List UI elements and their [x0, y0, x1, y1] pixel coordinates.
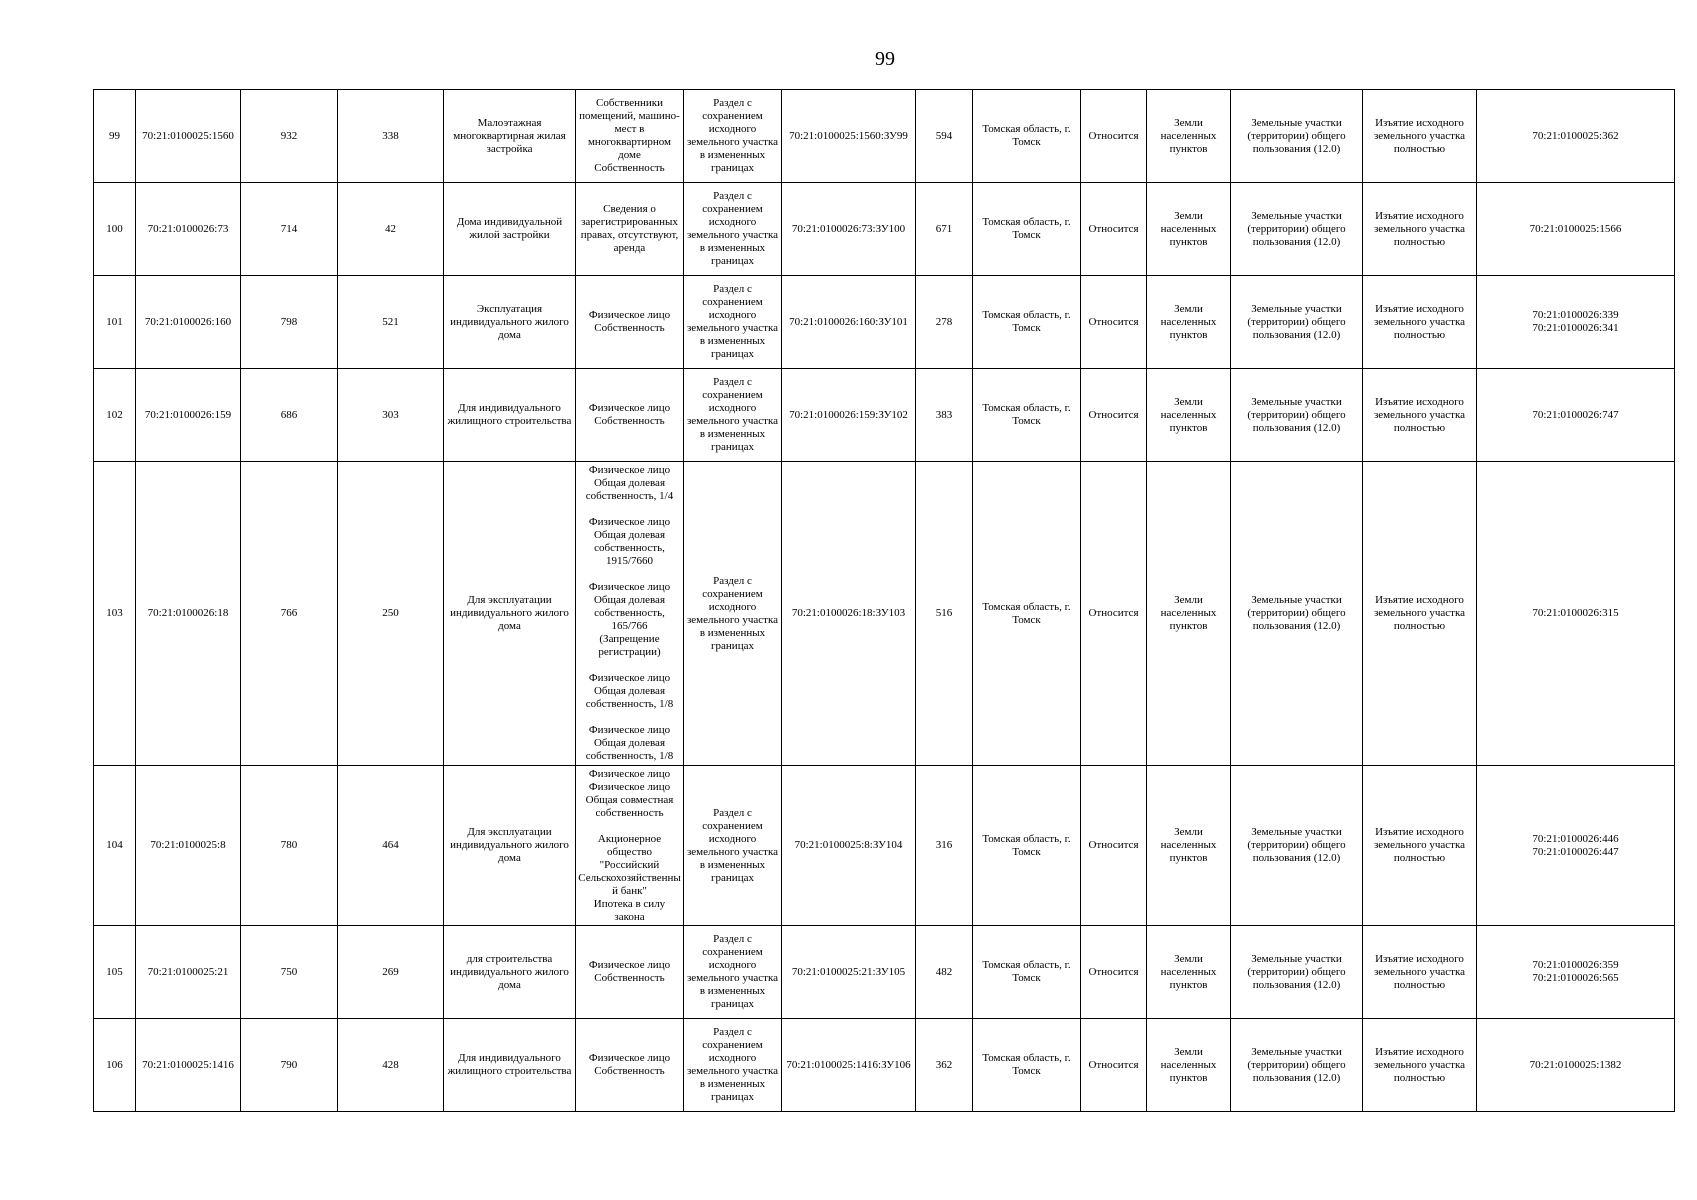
action-cell: Изъятие исходного земельного участка полностью [1363, 1019, 1477, 1112]
row-number-cell: 102 [94, 369, 136, 462]
action-cell: Изъятие исходного земельного участка полностью [1363, 369, 1477, 462]
rights-holders-cell: Физическое лицо Общая долевая собственность, 1/4 Физическое лицо Общая долевая собственность, 1915/7660 Физическое лицо Общая долевая собственность, 165/766 (Запрещение регистрации) Физическое лицо Общая долевая собственность, 1/8 Физическое лицо Общая долевая собственность, 1/8 [576, 462, 684, 766]
cadastral-number-cell: 70:21:0100025:1416 [136, 1019, 241, 1112]
new-plot-area-cell: 594 [916, 90, 973, 183]
action-cell: Изъятие исходного земельного участка полностью [1363, 926, 1477, 1019]
cadastral-number-cell: 70:21:0100025:1560 [136, 90, 241, 183]
cadastral-number-cell: 70:21:0100026:159 [136, 369, 241, 462]
permitted-purpose-cell: Земельные участки (территории) общего пользования (12.0) [1231, 766, 1363, 926]
permitted-purpose-cell: Земельные участки (территории) общего пользования (12.0) [1231, 462, 1363, 766]
formation-method-cell: Раздел с сохранением исходного земельного участка в измененных границах [684, 766, 782, 926]
formation-method-cell: Раздел с сохранением исходного земельного участка в измененных границах [684, 369, 782, 462]
address-cell: Томская область, г. Томск [973, 369, 1081, 462]
formation-method-cell: Раздел с сохранением исходного земельного участка в измененных границах [684, 462, 782, 766]
permitted-use-cell: для строительства индивидуального жилого дома [444, 926, 576, 1019]
permitted-use-cell: Эксплуатация индивидуального жилого дома [444, 276, 576, 369]
permitted-use-cell: Для эксплуатации индивидуального жилого дома [444, 462, 576, 766]
permitted-purpose-cell: Земельные участки (территории) общего пользования (12.0) [1231, 1019, 1363, 1112]
new-plot-id-cell: 70:21:0100026:160:ЗУ101 [782, 276, 916, 369]
formation-method-cell: Раздел с сохранением исходного земельного участка в измененных границах [684, 90, 782, 183]
action-cell: Изъятие исходного земельного участка полностью [1363, 766, 1477, 926]
total-area-cell: 798 [241, 276, 338, 369]
land-category-cell: Земли населенных пунктов [1147, 90, 1231, 183]
new-plot-id-cell: 70:21:0100026:159:ЗУ102 [782, 369, 916, 462]
part-area-cell: 303 [338, 369, 444, 462]
permitted-use-cell: Малоэтажная многоквартирная жилая застройка [444, 90, 576, 183]
new-plot-area-cell: 383 [916, 369, 973, 462]
total-area-cell: 932 [241, 90, 338, 183]
page-number: 99 [875, 48, 895, 70]
action-cell: Изъятие исходного земельного участка полностью [1363, 462, 1477, 766]
address-cell: Томская область, г. Томск [973, 766, 1081, 926]
table-row [94, 369, 1675, 462]
address-cell: Томская область, г. Томск [973, 90, 1081, 183]
relation-cell: Относится [1081, 276, 1147, 369]
total-area-cell: 766 [241, 462, 338, 766]
permitted-purpose-cell: Земельные участки (территории) общего пользования (12.0) [1231, 926, 1363, 1019]
row-number-cell: 101 [94, 276, 136, 369]
permitted-use-cell: Дома индивидуальной жилой застройки [444, 183, 576, 276]
new-plot-area-cell: 482 [916, 926, 973, 1019]
formation-method-cell: Раздел с сохранением исходного земельного участка в измененных границах [684, 1019, 782, 1112]
part-area-cell: 521 [338, 276, 444, 369]
relation-cell: Относится [1081, 183, 1147, 276]
row-number-cell: 104 [94, 766, 136, 926]
land-category-cell: Земли населенных пунктов [1147, 369, 1231, 462]
relation-cell: Относится [1081, 462, 1147, 766]
part-area-cell: 428 [338, 1019, 444, 1112]
table-row [94, 90, 1675, 183]
land-category-cell: Земли населенных пунктов [1147, 1019, 1231, 1112]
land-category-cell: Земли населенных пунктов [1147, 183, 1231, 276]
address-cell: Томская область, г. Томск [973, 183, 1081, 276]
land-category-cell: Земли населенных пунктов [1147, 766, 1231, 926]
permitted-purpose-cell: Земельные участки (территории) общего пользования (12.0) [1231, 90, 1363, 183]
new-plot-id-cell: 70:21:0100026:73:ЗУ100 [782, 183, 916, 276]
rights-holders-cell: Физическое лицо Собственность [576, 926, 684, 1019]
table-row [94, 766, 1675, 926]
new-plot-area-cell: 316 [916, 766, 973, 926]
address-cell: Томская область, г. Томск [973, 926, 1081, 1019]
permitted-purpose-cell: Земельные участки (территории) общего пользования (12.0) [1231, 183, 1363, 276]
new-plot-id-cell: 70:21:0100025:1416:ЗУ106 [782, 1019, 916, 1112]
new-plot-area-cell: 278 [916, 276, 973, 369]
row-number-cell: 100 [94, 183, 136, 276]
rights-holders-cell: Собственники помещений, машино-мест в многоквартирном доме Собственность [576, 90, 684, 183]
new-plot-id-cell: 70:21:0100025:21:ЗУ105 [782, 926, 916, 1019]
row-number-cell: 105 [94, 926, 136, 1019]
related-plots-cell: 70:21:0100025:1566 [1477, 183, 1675, 276]
part-area-cell: 42 [338, 183, 444, 276]
cadastral-number-cell: 70:21:0100026:18 [136, 462, 241, 766]
relation-cell: Относится [1081, 369, 1147, 462]
part-area-cell: 464 [338, 766, 444, 926]
related-plots-cell: 70:21:0100026:339 70:21:0100026:341 [1477, 276, 1675, 369]
total-area-cell: 790 [241, 1019, 338, 1112]
related-plots-cell: 70:21:0100026:359 70:21:0100026:565 [1477, 926, 1675, 1019]
cadastral-number-cell: 70:21:0100025:8 [136, 766, 241, 926]
new-plot-id-cell: 70:21:0100025:8:ЗУ104 [782, 766, 916, 926]
table-row [94, 183, 1675, 276]
row-number-cell: 99 [94, 90, 136, 183]
relation-cell: Относится [1081, 926, 1147, 1019]
land-category-cell: Земли населенных пунктов [1147, 462, 1231, 766]
new-plot-id-cell: 70:21:0100026:18:ЗУ103 [782, 462, 916, 766]
related-plots-cell: 70:21:0100026:446 70:21:0100026:447 [1477, 766, 1675, 926]
formation-method-cell: Раздел с сохранением исходного земельного участка в измененных границах [684, 926, 782, 1019]
table-row [94, 1019, 1675, 1112]
relation-cell: Относится [1081, 1019, 1147, 1112]
address-cell: Томская область, г. Томск [973, 462, 1081, 766]
new-plot-area-cell: 516 [916, 462, 973, 766]
total-area-cell: 686 [241, 369, 338, 462]
rights-holders-cell: Физическое лицо Собственность [576, 1019, 684, 1112]
row-number-cell: 103 [94, 462, 136, 766]
rights-holders-cell: Физическое лицо Собственность [576, 369, 684, 462]
new-plot-area-cell: 362 [916, 1019, 973, 1112]
address-cell: Томская область, г. Томск [973, 276, 1081, 369]
permitted-purpose-cell: Земельные участки (территории) общего пользования (12.0) [1231, 276, 1363, 369]
related-plots-cell: 70:21:0100026:315 [1477, 462, 1675, 766]
permitted-use-cell: Для индивидуального жилищного строительства [444, 1019, 576, 1112]
rights-holders-cell: Сведения о зарегистрированных правах, отсутствуют, аренда [576, 183, 684, 276]
relation-cell: Относится [1081, 90, 1147, 183]
cadastral-number-cell: 70:21:0100025:21 [136, 926, 241, 1019]
related-plots-cell: 70:21:0100026:747 [1477, 369, 1675, 462]
cadastral-number-cell: 70:21:0100026:160 [136, 276, 241, 369]
new-plot-id-cell: 70:21:0100025:1560:ЗУ99 [782, 90, 916, 183]
table-row [94, 926, 1675, 1019]
part-area-cell: 269 [338, 926, 444, 1019]
permitted-use-cell: Для эксплуатации индивидуального жилого дома [444, 766, 576, 926]
formation-method-cell: Раздел с сохранением исходного земельного участка в измененных границах [684, 183, 782, 276]
action-cell: Изъятие исходного земельного участка полностью [1363, 90, 1477, 183]
related-plots-cell: 70:21:0100025:1382 [1477, 1019, 1675, 1112]
related-plots-cell: 70:21:0100025:362 [1477, 90, 1675, 183]
rights-holders-cell: Физическое лицо Собственность [576, 276, 684, 369]
table-body [94, 90, 1675, 1112]
table-row [94, 276, 1675, 369]
row-number-cell: 106 [94, 1019, 136, 1112]
relation-cell: Относится [1081, 766, 1147, 926]
land-category-cell: Земли населенных пунктов [1147, 926, 1231, 1019]
permitted-purpose-cell: Земельные участки (территории) общего пользования (12.0) [1231, 369, 1363, 462]
part-area-cell: 338 [338, 90, 444, 183]
land-category-cell: Земли населенных пунктов [1147, 276, 1231, 369]
permitted-use-cell: Для индивидуального жилищного строительства [444, 369, 576, 462]
rights-holders-cell: Физическое лицо Физическое лицо Общая совместная собственность Акционерное общество "Российский Сельскохозяйственный банк" Ипотека в силу закона [576, 766, 684, 926]
formation-method-cell: Раздел с сохранением исходного земельного участка в измененных границах [684, 276, 782, 369]
action-cell: Изъятие исходного земельного участка полностью [1363, 183, 1477, 276]
cadastral-number-cell: 70:21:0100026:73 [136, 183, 241, 276]
land-plots-table [93, 89, 1675, 1112]
action-cell: Изъятие исходного земельного участка полностью [1363, 276, 1477, 369]
new-plot-area-cell: 671 [916, 183, 973, 276]
table-row [94, 462, 1675, 766]
total-area-cell: 750 [241, 926, 338, 1019]
total-area-cell: 714 [241, 183, 338, 276]
total-area-cell: 780 [241, 766, 338, 926]
part-area-cell: 250 [338, 462, 444, 766]
address-cell: Томская область, г. Томск [973, 1019, 1081, 1112]
